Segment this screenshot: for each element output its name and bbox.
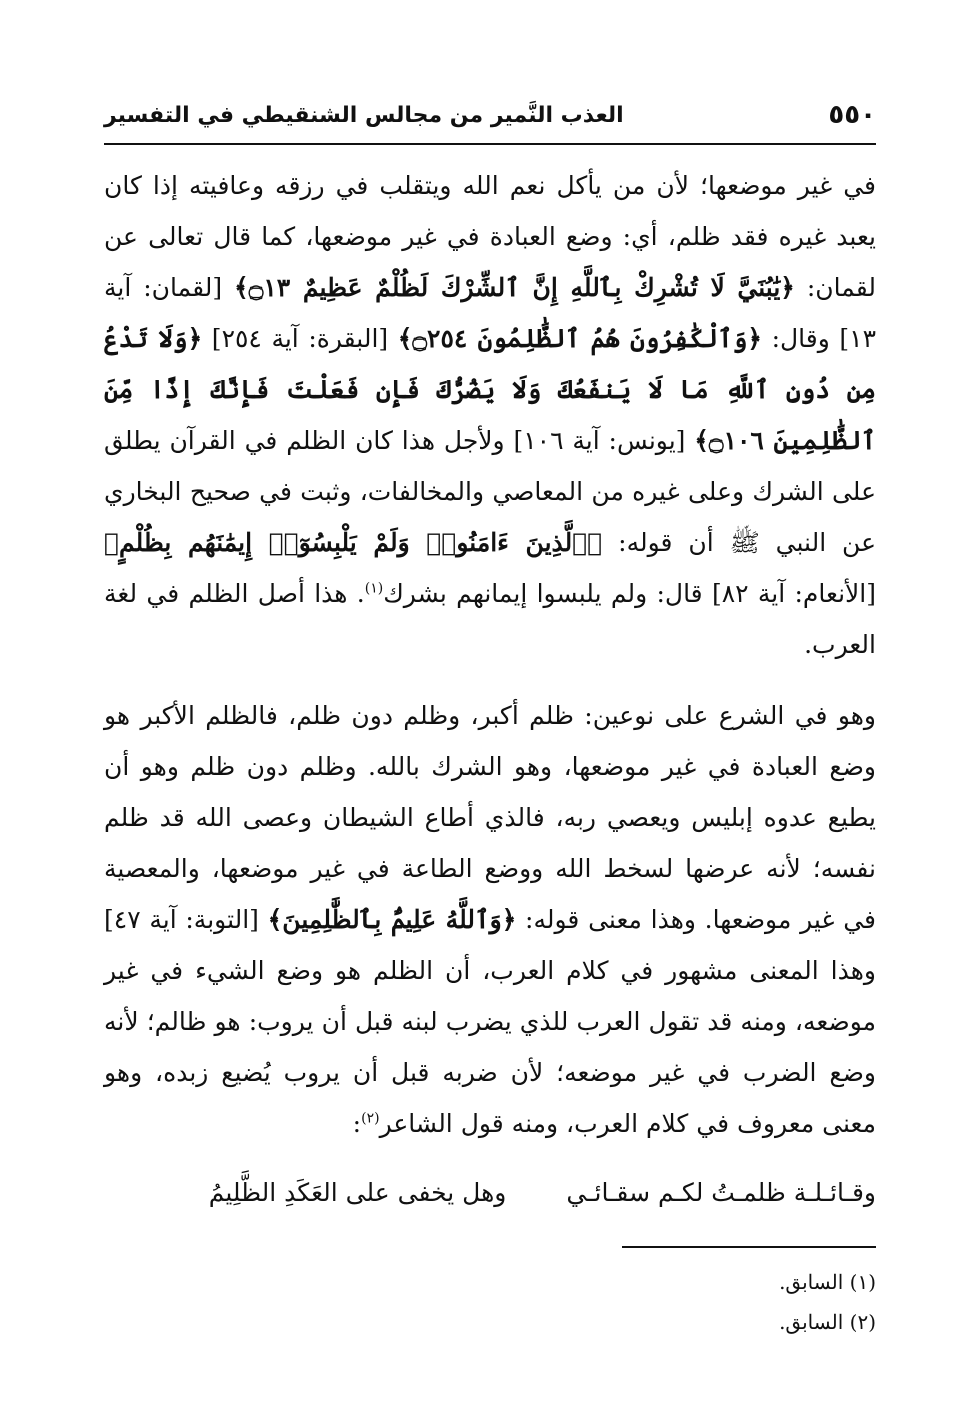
text-run: [الأنعام: آية ٨٢] قال: ولم يلبسوا إيمانهم بشرك xyxy=(383,579,876,608)
page-number: ٥٥٠ xyxy=(828,100,876,130)
text-run: [التوبة: آية ٤٧] وهذا المعنى مشهور في كلام العرب، أن الظلم هو وضع الشيء في غير موضعه، ومنه قد تقول العرب للذي يضرب لبنه قبل أن يروب: هو ظالم؛ لأنه وضع الضرب في غير موضعه؛ لأن ضربه قبل أن يروب يُضيع زبده، وهو معنى معروف في كلام العرب، ومنه قول الشاعر xyxy=(104,905,876,1138)
text-run: [يونس: آية ١٠٦] ولأجل هذا كان الظلم في القرآن يطلق على الشرك وعلى غيره من المعاصي والمخالفات، وثبت في صحيح البخاري عن النبي ﷺ أن قوله: xyxy=(104,426,876,557)
footnote-2: (٢) السابق. xyxy=(779,1310,876,1334)
quran-verse: ﴿يَٰبُنَيَّ لَا تُشْرِكْ بِٱللَّهِ إِنَّ ٱلشِّرْكَ لَظُلْمٌ عَظِيمٌ ۝١٣﴾ xyxy=(234,273,795,302)
text-run: في غير موضعها؛ لأن من يأكل نعم الله ويتقلب في رزقه وعافيته إذا كان يعبد غيره فقد ظلم، أي: وضع العبادة في غير موضعها، كما قال تعالى عن لقمان: xyxy=(104,171,876,302)
footnote-reference: (٢) xyxy=(361,1110,380,1127)
text-run: [البقرة: آية ٢٥٤] xyxy=(202,324,398,353)
footnote-reference: (١) xyxy=(364,580,384,597)
poem-second-hemistich: وهل يخفى على العَكَدِ الظَّلِيمُ xyxy=(208,1178,507,1207)
footnote-separator xyxy=(622,1246,876,1248)
header-rule xyxy=(104,143,876,145)
poem-verse xyxy=(104,1168,876,1218)
quran-verse: ﴿ٱلَّذِينَ ءَامَنُوا۟ وَلَمْ يَلْبِسُوٓا۟ إِيمَٰنَهُم بِظُلْمٍ﴾ xyxy=(104,528,603,557)
text-run: : xyxy=(352,1109,362,1138)
text-run: [لقمان: آية ١٣] وقال: xyxy=(104,273,876,353)
paragraph-1 xyxy=(104,160,876,670)
running-title: العذب النَّمير من مجالس الشنقيطي في التفسير xyxy=(104,102,624,128)
footnotes xyxy=(104,1262,876,1342)
paragraph-2 xyxy=(104,690,876,1149)
main-text xyxy=(104,160,876,1149)
footnote-1: (١) السابق. xyxy=(779,1270,876,1294)
poem-first-hemistich: وقـائـلـة ظلمـتُ لكـم سقـائـي xyxy=(566,1178,876,1207)
text-run: . هذا أصل الظلم في لغة العرب. xyxy=(104,579,876,659)
page-header xyxy=(104,92,876,138)
text-run: وهو في الشرع على نوعين: ظلم أكبر، وظلم دون ظلم، فالظلم الأكبر هو وضع العبادة في غير موضعها، وهو الشرك بالله. وظلم دون ظلم وهو أن يطيع عدوه إبليس ويعصي ربه، فالذي أطاع الشيطان وعصى الله قد ظلم نفسه؛ لأنه عرضها لسخط الله ووضع الطاعة في غير موضعها، والمعصية في غير موضعها. وهذا معنى قوله: xyxy=(104,701,876,934)
quran-verse: ﴿وَٱلْكَٰفِرُونَ هُمُ ٱلظَّٰلِمُونَ ۝٢٥٤﴾ xyxy=(397,324,762,353)
quran-verse: ﴿وَلَا تَدْعُ مِن دُونِ ٱللَّهِ مَا لَا يَنفَعُكَ وَلَا يَضُرُّكَ فَإِن فَعَلْتَ فَإِنَّكَ إِذًا مِّنَ ٱلظَّٰلِمِينَ ۝١٠٦﴾ xyxy=(104,324,876,455)
quran-verse: ﴿وَٱللَّهُ عَلِيمٌۢ بِٱلظَّٰلِمِينَ﴾ xyxy=(267,905,517,934)
